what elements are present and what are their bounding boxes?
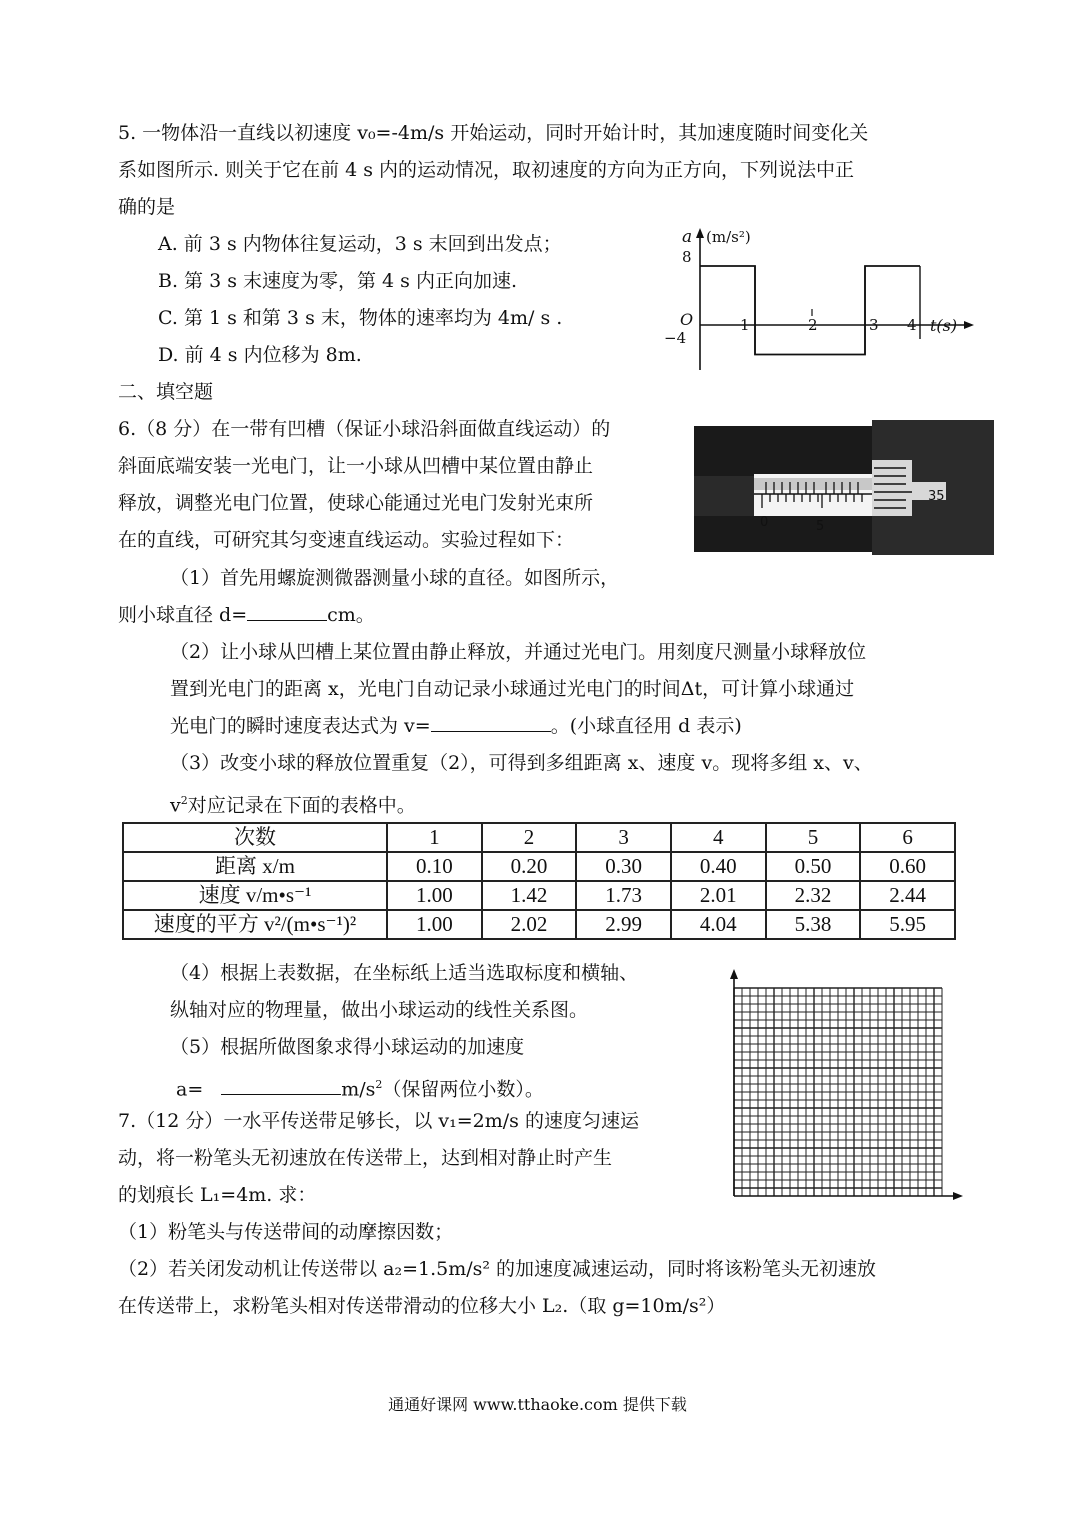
q6-step2-c: 光电门的瞬时速度表达式为 v= 。(小球直径用 d 表示) bbox=[170, 708, 742, 745]
micrometer-label-5: 5 bbox=[816, 519, 825, 534]
y-tick-8: 8 bbox=[682, 248, 692, 266]
q6-step3-b: $v^2$对应记录在下面的表格中。 bbox=[170, 794, 416, 817]
table-cell: 1.00 bbox=[387, 881, 482, 910]
footer-credit: 通通好课网 www.tthaoke.com 提供下载 bbox=[388, 1395, 687, 1414]
micrometer-label-0: 0 bbox=[760, 515, 769, 530]
x-tick-3: 3 bbox=[869, 316, 879, 334]
table-cell: 0.30 bbox=[576, 852, 671, 881]
table-header-cell: 6 bbox=[860, 823, 955, 852]
q6-step4-a: （4）根据上表数据，在坐标纸上适当选取标度和横轴、 bbox=[170, 962, 639, 984]
y-axis-arrow bbox=[696, 228, 704, 238]
q6-step5-answer: $a= m/s^2$（保留两位小数）。 bbox=[176, 1066, 544, 1108]
q6-intro-1: 6.（8 分）在一带有凹槽（保证小球沿斜面做直线运动）的 bbox=[118, 418, 611, 440]
data-table bbox=[122, 822, 956, 940]
q5-line2: 系如图所示. 则关于它在前 4 s 内的运动情况，取初速度的方向为正方向，下列说法中正 bbox=[118, 159, 855, 181]
q5-line1: 5. 一物体沿一直线以初速度 v₀=-4m/s 开始运动，同时开始计时，其加速度随时间变化关 bbox=[118, 122, 869, 144]
q6-step2-b: 置到光电门的距离 x，光电门自动记录小球通过光电门的时间Δt，可计算小球通过 bbox=[170, 678, 855, 700]
table-cell: 1.73 bbox=[576, 881, 671, 910]
y-tick-neg4: −4 bbox=[664, 329, 687, 347]
table-cell: 距离 x/m bbox=[123, 852, 387, 881]
origin-label: O bbox=[680, 310, 694, 329]
table-header-cell: 1 bbox=[387, 823, 482, 852]
y-axis-unit: (m/s²) bbox=[706, 228, 751, 246]
table-cell: 2.44 bbox=[860, 881, 955, 910]
q6-intro-3: 释放，调整光电门位置，使球心能通过光电门发射光束所 bbox=[118, 492, 594, 514]
table-cell: 2.99 bbox=[576, 910, 671, 939]
table-cell: 0.20 bbox=[482, 852, 577, 881]
q7-sub1: （1）粉笔头与传送带间的动摩擦因数； bbox=[118, 1221, 454, 1243]
q6-intro-4: 在的直线，可研究其匀变速直线运动。实验过程如下： bbox=[118, 529, 575, 551]
micrometer-label-35: 35 bbox=[928, 489, 945, 504]
acceleration-series-line bbox=[700, 266, 920, 355]
table-header-cell: 4 bbox=[671, 823, 766, 852]
table-cell: 2.01 bbox=[671, 881, 766, 910]
q6-step4-b: 纵轴对应的物理量，做出小球运动的线性关系图。 bbox=[170, 999, 589, 1021]
table-header-cell: 3 bbox=[576, 823, 671, 852]
q7-line2: 动，将一粉笔头无初速放在传送带上，达到相对静止时产生 bbox=[118, 1147, 613, 1169]
x-axis-label: t(s) bbox=[930, 316, 958, 335]
table-header-cell: 次数 bbox=[123, 823, 387, 852]
grid-x-arrow bbox=[953, 1192, 963, 1200]
grid-y-arrow bbox=[730, 969, 738, 979]
table-cell: 5.95 bbox=[860, 910, 955, 939]
q5-option-a: A. 前 3 s 内物体往复运动，3 s 末回到出发点； bbox=[158, 233, 562, 255]
x-tick-4: 4 bbox=[907, 316, 917, 334]
q6-step1-b: 则小球直径 d= cm。 bbox=[118, 597, 375, 634]
q6-step3-a: （3）改变小球的释放位置重复（2），可得到多组距离 x、速度 v。现将多组 x、v、 bbox=[170, 752, 873, 774]
table-cell: 0.40 bbox=[671, 852, 766, 881]
q7-sub2-b: 在传送带上，求粉笔头相对传送带滑动的位移大小 L₂.（取 g=10m/s²） bbox=[118, 1295, 726, 1317]
table-cell: 1.00 bbox=[387, 910, 482, 939]
table-cell: 4.04 bbox=[671, 910, 766, 939]
table-header-row bbox=[123, 823, 955, 852]
q5-line3: 确的是 bbox=[118, 196, 176, 218]
x-axis-arrow bbox=[964, 321, 974, 329]
micrometer-image bbox=[694, 420, 994, 555]
acceleration-answer-blank[interactable] bbox=[221, 1072, 341, 1095]
x-tick-2: 2 bbox=[808, 316, 818, 334]
section-2-heading: 二、填空题 bbox=[118, 381, 214, 403]
q6-step5: （5）根据所做图象求得小球运动的加速度 bbox=[170, 1036, 525, 1058]
velocity-expression-blank[interactable] bbox=[431, 709, 551, 732]
table-cell: 速度 v/m•s⁻¹ bbox=[123, 881, 387, 910]
acceleration-time-graph bbox=[660, 222, 990, 377]
table-cell: 5.38 bbox=[766, 910, 861, 939]
table-row bbox=[123, 852, 955, 881]
q7-line3: 的划痕长 L₁=4m. 求： bbox=[118, 1184, 317, 1206]
table-row bbox=[123, 881, 955, 910]
table-cell: 0.10 bbox=[387, 852, 482, 881]
table-cell: 速度的平方 v²/(m•s⁻¹)² bbox=[123, 910, 387, 939]
table-cell: 0.50 bbox=[766, 852, 861, 881]
table-cell: 2.02 bbox=[482, 910, 577, 939]
q7-line1: 7.（12 分）一水平传送带足够长，以 v₁=2m/s 的速度匀速运 bbox=[118, 1110, 639, 1132]
q5-option-c: C. 第 1 s 和第 3 s 末，物体的速率均为 4m/ s . bbox=[158, 307, 563, 329]
table-cell: 1.42 bbox=[482, 881, 577, 910]
q6-step1-a: （1）首先用螺旋测微器测量小球的直径。如图所示， bbox=[170, 567, 620, 589]
diameter-answer-blank[interactable] bbox=[247, 598, 327, 621]
x-tick-1: 1 bbox=[740, 316, 750, 334]
q5-option-d: D. 前 4 s 内位移为 8m. bbox=[158, 344, 362, 366]
q6-step2-a: （2）让小球从凹槽上某位置由静止释放，并通过光电门。用刻度尺测量小球释放位 bbox=[170, 641, 867, 663]
table-cell: 0.60 bbox=[860, 852, 955, 881]
q6-intro-2: 斜面底端安装一光电门，让一小球从凹槽中某位置由静止 bbox=[118, 455, 594, 477]
table-header-cell: 2 bbox=[482, 823, 577, 852]
table-header-cell: 5 bbox=[766, 823, 861, 852]
table-cell: 2.32 bbox=[766, 881, 861, 910]
q7-sub2-a: （2）若关闭发动机让传送带以 a₂=1.5m/s² 的加速度减速运动，同时将该粉笔头无初速放 bbox=[118, 1258, 877, 1280]
q5-option-b: B. 第 3 s 末速度为零，第 4 s 内正向加速. bbox=[158, 270, 517, 292]
graph-paper[interactable] bbox=[724, 968, 964, 1208]
table-row bbox=[123, 910, 955, 939]
y-axis-label: a bbox=[682, 227, 693, 247]
